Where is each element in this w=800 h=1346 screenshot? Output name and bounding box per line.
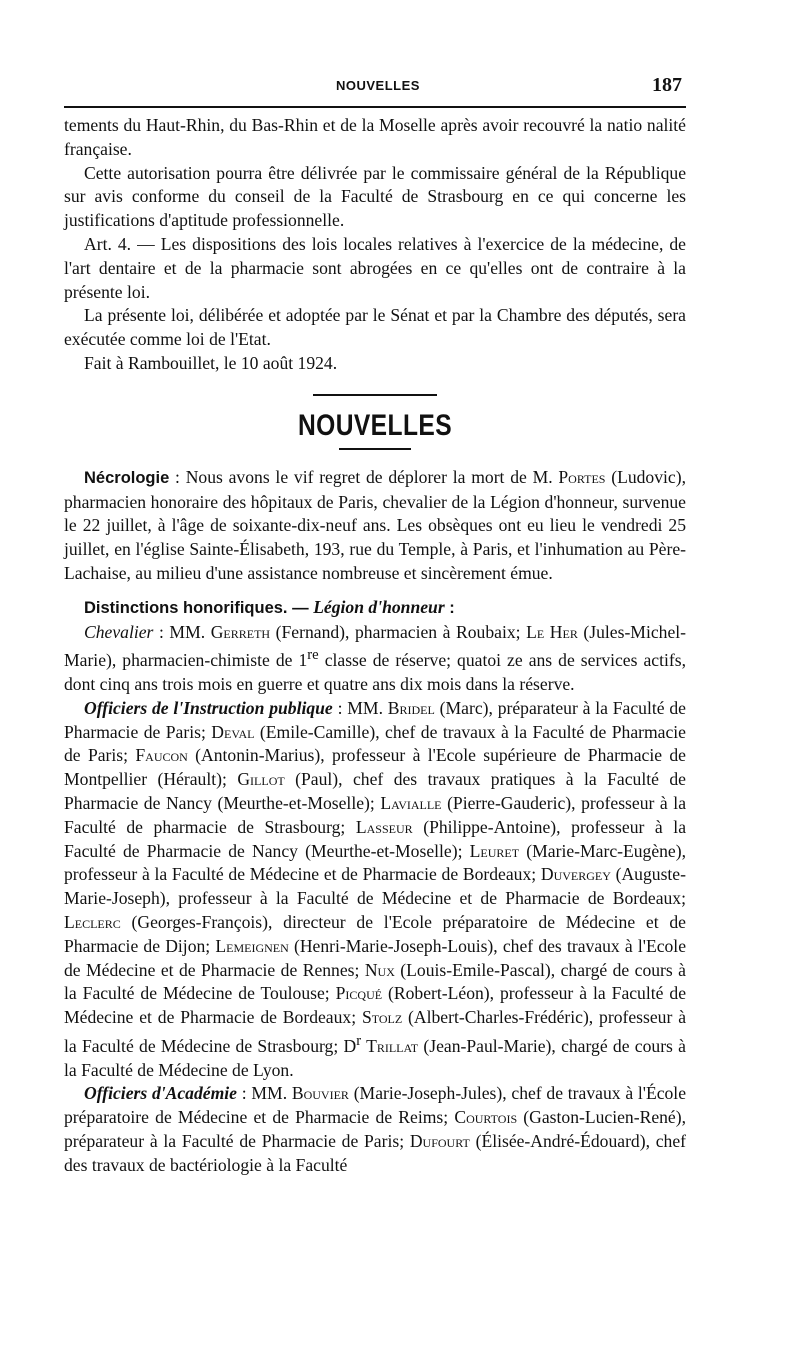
person-name: Faucon <box>135 745 188 766</box>
person-name: Bouvier <box>291 1083 349 1104</box>
person-name: Leuret <box>469 840 520 861</box>
officiers-academie-label: Officiers d'Académie <box>84 1083 237 1104</box>
person-name: Portes <box>558 466 606 487</box>
distinctions-heading: Distinctions honorifiques. <box>84 598 288 617</box>
paragraph: Cette autorisation pourra être délivrée par le commissaire général de la République sur avis conforme du conseil de la Faculté de Strasbourg en ce qui concerne les justifications d'aptitude professionnelle. <box>64 162 686 231</box>
text-run: (Robert-Léon), professeur à la Faculté de Médecine et de Pharmacie de Bordeaux; <box>64 983 687 1028</box>
officiers-academie-paragraph <box>64 1082 686 1177</box>
distinctions-heading-line <box>64 596 686 621</box>
paragraph: tements du Haut-Rhin, du Bas-Rhin et de la Moselle après avoir recouvré la natio nalité française. <box>64 115 686 159</box>
section-divider <box>313 394 437 396</box>
running-head-title: NOUVELLES <box>336 78 420 93</box>
text-run: : Nous avons le vif regret de déplorer la mort de M. <box>169 466 559 487</box>
signature-line: Fait à Rambouillet, le 10 août 1924. <box>84 352 338 373</box>
spacer <box>64 586 686 596</box>
text-run: — <box>287 598 314 617</box>
page-number: 187 <box>652 74 682 96</box>
person-name: Picqué <box>335 983 383 1004</box>
text-run: (Marc), préparateur à la Faculté de Pharmacie de Paris; <box>64 697 686 742</box>
officiers-instruction-publique-paragraph <box>64 697 686 1083</box>
text-run: classe de réserve; quatoi ze ans de services actifs, dont cinq ans trois mois en guerre et quatre ans dix mois dans la réserve. <box>64 650 686 694</box>
person-name: Lasseur <box>355 816 413 837</box>
text-run: (Marie-Marc-Eugène), professeur à la Faculté de Médecine et de Pharmacie de Bordeaux; <box>64 840 686 885</box>
running-head <box>64 74 686 98</box>
text-run: : <box>444 598 455 617</box>
text-run: (Jean-Paul-Marie), chargé de cours à la Faculté de Médecine de Lyon. <box>64 1035 686 1080</box>
person-name: Bridel <box>387 697 435 718</box>
person-name: Leclerc <box>64 911 121 932</box>
chevalier-paragraph <box>64 621 686 697</box>
text-run: (Gaston-Lucien-René), préparateur à la Faculté de Pharmacie de Paris; <box>64 1107 686 1151</box>
text-run: (Élisée-André-Édouard), chef des travaux de bactériologie à la Faculté <box>64 1131 686 1175</box>
text-run: (Jules-Michel-Marie), pharmacien-chimiste de 1 <box>64 621 687 671</box>
text-run: (Emile-Camille), chef de travaux à la Faculté de Pharmacie de Paris; <box>64 721 686 766</box>
law-text-continuation <box>64 114 686 376</box>
person-name: Lavialle <box>380 792 442 813</box>
text-run: (Ludovic), pharmacien honoraire des hôpitaux de Paris, chevalier de la Légion d'honneur, survenue le 22 juillet, à l'âge de soixante-dix-neuf ans. Les obsèques ont eu lieu le vendredi 25 juillet, en l'église Sainte-Élisabeth, 193, rue du Temple, à Paris, et l'inhumation au Père-Lachaise, au milieu d'une assistance nombreuse et sincèrement émue. <box>64 466 686 583</box>
text-run: (Philippe-Antoine), professeur à la Faculté de Pharmacie de Nancy (Meurthe-et-Moselle); <box>64 816 686 861</box>
header-rule <box>64 106 686 108</box>
text-run: (Pierre-Gauderic), professeur à la Faculté de pharmacie de Strasbourg; <box>64 792 686 837</box>
paragraph: Art. 4. — Les dispositions des lois locales relatives à l'exercice de la médecine, de l'art dentaire et de la pharmacie sont abrogées en ce qu'elles ont de contraire à la présente loi. <box>64 233 686 302</box>
necrologie-paragraph <box>64 466 686 586</box>
section-title: NOUVELLES <box>297 408 453 442</box>
text-run: : MM. <box>153 621 211 642</box>
person-name: Deval <box>211 721 255 742</box>
legion-honneur-heading: Légion d'honneur <box>313 596 445 617</box>
text-run: (Auguste-Marie-Joseph), professeur à la Faculté de Médecine et de Pharmacie de Bordeaux; <box>64 864 686 909</box>
text-run: (Albert-Charles-Frédéric), professeur à la Faculté de Médecine de Strasbourg; D <box>64 1007 687 1056</box>
superscript: re <box>307 647 319 664</box>
person-name: Nux <box>364 959 395 980</box>
section-title-underline <box>339 448 411 450</box>
text-run: (Antonin-Marius), professeur à l'Ecole supérieure de Pharmacie de Montpellier (Hérault); <box>64 745 686 790</box>
person-name: Courtois <box>454 1107 518 1128</box>
person-name: Gillot <box>237 769 285 790</box>
person-name: Dufourt <box>409 1131 470 1151</box>
text-run: : MM. <box>236 1083 292 1104</box>
officiers-ip-label: Officiers de l'Instruction publique <box>84 697 333 718</box>
text-run: (Georges-François), directeur de l'Ecole préparatoire de Médecine et de Pharmacie de Dijon; <box>64 911 686 956</box>
chevalier-label: Chevalier <box>84 621 154 642</box>
text-run: (Marie-Joseph-Jules), chef de travaux à l'École préparatoire de Médecine et de Pharmacie de Reims; <box>64 1083 686 1128</box>
person-name: Lemeignen <box>215 935 289 956</box>
text-run: (Henri-Marie-Joseph-Louis), chef des travaux à l'Ecole de Médecine et de Pharmacie de Rennes; <box>64 935 686 980</box>
person-name: Gerreth <box>210 621 271 642</box>
text-run: (Louis-Emile-Pascal), chargé de cours à la Faculté de Médecine de Toulouse; <box>64 959 686 1004</box>
text-run: (Fernand), pharmacien à Roubaix; <box>270 621 527 642</box>
person-name: Duvergey <box>540 864 611 885</box>
text-run: : MM. <box>332 697 388 718</box>
superscript: r <box>356 1032 362 1049</box>
necrologie-heading: Nécrologie <box>84 468 170 487</box>
person-name: Stolz <box>361 1007 403 1028</box>
person-name: Le Her <box>526 621 578 642</box>
paragraph: La présente loi, délibérée et adoptée par le Sénat et par la Chambre des députés, sera exécutée comme loi de l'Etat. <box>64 305 686 350</box>
person-name: Trillat <box>361 1035 419 1056</box>
page <box>64 74 686 1178</box>
text-run: (Paul), chef des travaux pratiques à la Faculté de Pharmacie de Nancy (Meurthe-et-Moselle); <box>64 769 686 813</box>
